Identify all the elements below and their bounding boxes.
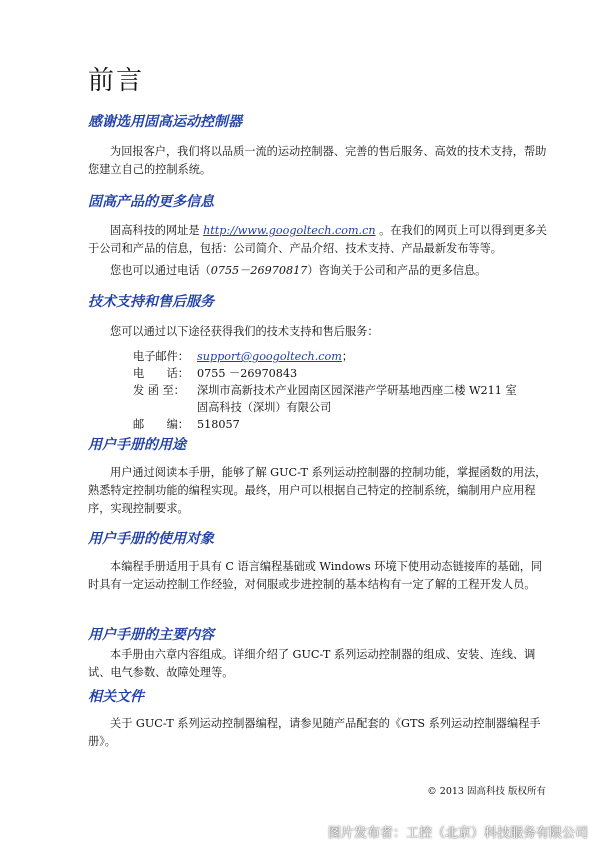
paragraph-related: 关于 GUC-T 系列运动控制器编程，请参见随产品配套的《GTS 系列运动控制器编程手册》。 [88,717,541,748]
address-line-1: 深圳市高新技术产业园南区园深港产学研基地西座二楼 W211 室 [197,384,517,397]
contact-list [133,348,553,433]
section-heading-more-info: 固高产品的更多信息 [88,194,214,210]
zip-label: 邮 编： [133,418,189,431]
paragraph-purpose: 用户通过阅读本手册，能够了解 GUC-T 系列运动控制器的控制功能，掌握函数的用法，熟悉特定控制功能的编程实现。最终，用户可以根据自己特定的控制系统，编制用户应用程序，实现控制要求。 [88,466,547,515]
phone-value: 0755 －26970843 [197,367,298,380]
paragraph-support-intro: 您可以通过以下途径获得我们的技术支持和售后服务： [110,325,379,338]
phone-text-before: 您也可以通过电话（ [110,264,211,277]
section-heading-thanks: 感谢选用固高运动控制器 [88,114,242,130]
section-heading-contents: 用户手册的主要内容 [88,627,214,643]
email-suffix: ； [341,350,354,363]
contact-row-address [133,382,553,416]
paragraph-website [88,222,548,258]
contact-row-email [133,348,553,365]
section-heading-purpose: 用户手册的用途 [88,437,186,453]
support-email-link[interactable]: support@googoltech.com [197,350,342,363]
page-title: 前言 [88,66,145,96]
section-heading-audience: 用户手册的使用对象 [88,531,214,547]
paragraph-contents: 本手册由六章内容组成。详细介绍了 GUC-T 系列运动控制器的组成、安装、连线、调试、电气参数、故障处理等。 [88,648,536,679]
paragraph-phone [88,262,548,280]
phone-text-after: ）咨询关于公司和产品的更多信息。 [307,264,487,277]
contact-row-zip [133,416,553,433]
website-text-before: 固高科技的网址是 [110,224,200,237]
zip-value: 518057 [197,418,240,431]
address-label: 发 函 至： [133,384,185,397]
website-link[interactable]: http://www.googoltech.com.cn [203,224,376,237]
phone-number: 0755－26970817 [210,264,308,277]
section-heading-support: 技术支持和售后服务 [88,294,214,310]
section-heading-related: 相关文件 [88,689,144,705]
copyright-notice: © 2013 固高科技 版权所有 [427,786,546,797]
email-label: 电子邮件： [133,350,189,363]
publisher-watermark: 图片发布者：工控（北京）科技服务有限公司 [327,826,588,841]
website-text-after: 。在我们的网页上可以得到更多关于公司和产品的信息，包括：公司简介、产品介绍、技术支持、产品最新发布等等。 [88,224,547,255]
paragraph-thanks: 为回报客户，我们将以品质一流的运动控制器、完善的售后服务、高效的技术支持，帮助您建立自己的控制系统。 [88,145,547,176]
address-line-2: 固高科技（深圳）有限公司 [197,401,332,414]
paragraph-audience: 本编程手册适用于具有 C 语言编程基础或 Windows 环境下使用动态链接库的基础，同时具有一定运动控制工作经验，对伺服或步进控制的基本结构有一定了解的工程开发人员。 [88,560,543,591]
contact-row-phone [133,365,553,382]
phone-label: 电 话： [133,367,189,380]
